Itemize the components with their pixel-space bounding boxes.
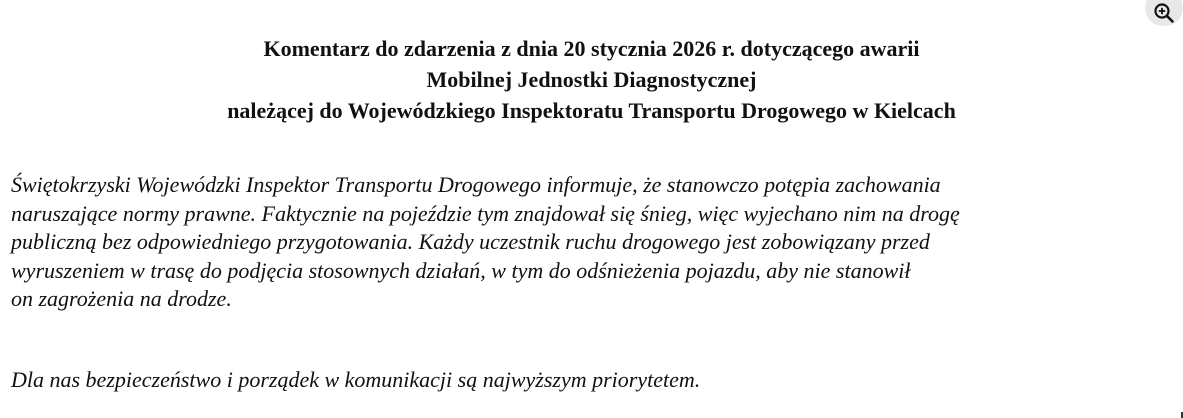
title-line-2: Mobilnej Jednostki Diagnostycznej xyxy=(426,67,757,92)
body-line-5: on zagrożenia na drodze. xyxy=(11,286,232,311)
body-line-4: wyruszeniem w trasę do podjęcia stosownych działań, w tym do odśnieżenia pojazdu, aby nie stanowił xyxy=(11,257,911,283)
closing-paragraph: Dla nas bezpieczeństwo i porządek w komunikacji są najwyższym priorytetem. xyxy=(11,367,701,392)
document-title xyxy=(0,33,1183,126)
document-body-paragraph xyxy=(11,171,1181,314)
body-line-3: publiczną bez odpowiedniego przygotowania. Każdy uczestnik ruchu drogowego jest zobowiązany przed xyxy=(11,229,930,254)
title-line-1: Komentarz do zdarzenia z dnia 20 stycznia 2026 r. dotyczącego awarii xyxy=(263,36,920,61)
title-line-3: należącej do Wojewódzkiego Inspektoratu Transportu Drogowego w Kielcach xyxy=(227,98,956,123)
body-line-1: Świętokrzyski Wojewódzki Inspektor Transportu Drogowego informuje, że stanowczo potępia zachowania xyxy=(11,172,941,197)
body-line-2: naruszające normy prawne. Faktycznie na pojeździe tym znajdował się śnieg, więc wyjechano nim na drogę xyxy=(11,200,960,226)
zoom-in-icon xyxy=(1153,2,1175,24)
zoom-button[interactable] xyxy=(1145,0,1183,26)
